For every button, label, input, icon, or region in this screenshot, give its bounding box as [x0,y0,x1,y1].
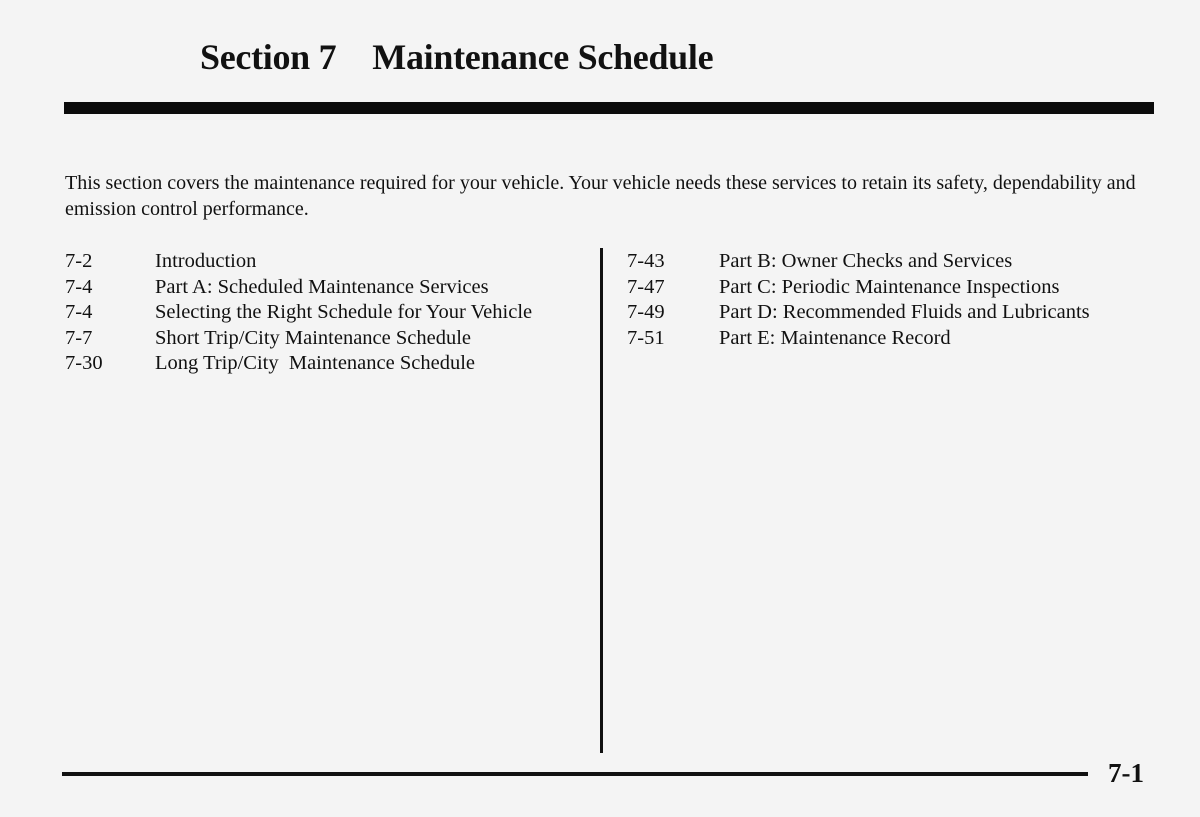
toc-entry[interactable] [65,249,532,275]
toc-entry-title: Selecting the Right Schedule for Your Vehicle [155,301,533,323]
toc-left-column [65,249,532,377]
toc-page-number: 7-4 [65,275,93,298]
section-title: Maintenance Schedule [372,37,714,77]
toc-right-column [627,249,1090,351]
page-title [200,36,713,78]
toc-entry-title: Part B: Owner Checks and Services [719,250,1013,272]
toc-entry[interactable] [627,275,1090,301]
toc-page-number: 7-51 [627,326,665,349]
intro-paragraph: This section covers the maintenance required for your vehicle. Your vehicle needs these services to retain its safety, dependability and emission control performance. [65,172,1136,220]
toc-entry-title: Long Trip/City Maintenance Schedule [155,352,475,374]
toc-page-number: 7-4 [65,301,93,323]
toc-page-number: 7-49 [627,301,665,323]
title-rule [64,102,1154,114]
page-number: 7-1 [1108,758,1144,788]
column-divider [600,248,603,753]
toc-page-number: 7-2 [65,250,93,272]
toc-entry-title: Short Trip/City Maintenance Schedule [155,326,472,349]
section-label: Section 7 [200,37,337,77]
toc-entry[interactable] [65,300,532,326]
toc-page-number: 7-47 [627,275,665,298]
toc-page-number: 7-43 [627,250,665,272]
toc-entry[interactable] [627,249,1090,275]
toc-entry[interactable] [65,275,532,301]
toc-entry[interactable] [627,326,1090,352]
toc-entry[interactable] [65,351,532,377]
toc-entry-title: Part E: Maintenance Record [719,326,951,349]
toc-entry-title: Introduction [155,250,257,272]
toc-entry[interactable] [627,300,1090,326]
toc-entry[interactable] [65,326,532,352]
toc-entry-title: Part A: Scheduled Maintenance Services [155,275,489,298]
toc-page-number: 7-7 [65,326,93,349]
toc-page-number: 7-30 [65,352,103,374]
toc-entry-title: Part C: Periodic Maintenance Inspections [719,275,1060,298]
footer-rule [62,772,1088,776]
toc-entry-title: Part D: Recommended Fluids and Lubricants [719,301,1090,323]
